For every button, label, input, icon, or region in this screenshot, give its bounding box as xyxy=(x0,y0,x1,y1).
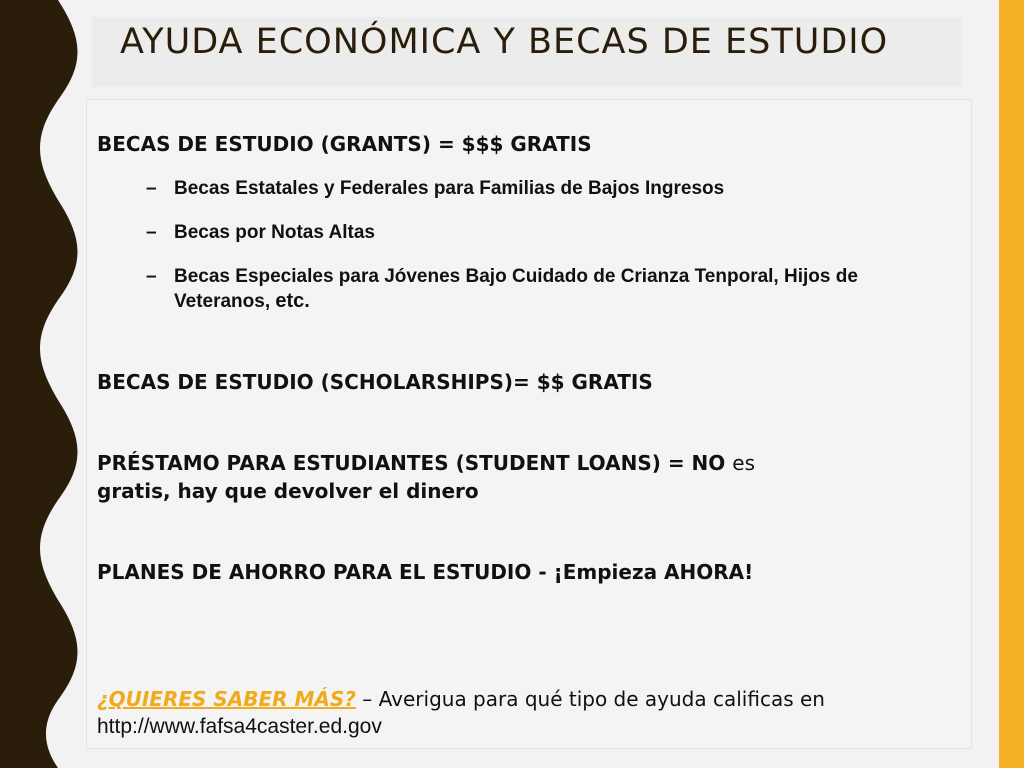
grants-item-3-main: Becas Especiales para Jóvenes Bajo Cuidado de Crianza Tenporal, Hijos de Veteranos, xyxy=(174,266,858,312)
dash: – xyxy=(146,266,157,287)
right-accent-stripe xyxy=(999,0,1024,768)
slide-title: AYUDA ECONÓMICA Y BECAS DE ESTUDIO xyxy=(120,22,889,62)
grants-item-1 xyxy=(146,176,724,201)
grants-item-1-text: Becas Estatales y Federales para Familias de Bajos Ingresos xyxy=(174,178,725,199)
left-wave-decoration xyxy=(0,0,80,768)
quieres-saber-mas-link[interactable]: ¿QUIERES SABER MÁS? xyxy=(97,687,356,711)
footer-description: – Averigua para qué tipo de ayuda calificas en xyxy=(355,687,825,711)
loans-heading-main: PRÉSTAMO PARA ESTUDIANTES (STUDENT LOANS) = NO xyxy=(97,451,733,475)
grants-item-3-text xyxy=(174,264,956,314)
dash: – xyxy=(146,222,157,243)
dash: – xyxy=(146,178,157,199)
savings-heading: PLANES DE AHORRO PARA EL ESTUDIO - ¡Empieza AHORA! xyxy=(97,560,754,584)
loans-line-2: gratis, hay que devolver el dinero xyxy=(97,479,479,503)
grants-heading: BECAS DE ESTUDIO (GRANTS) = $$$ GRATIS xyxy=(97,132,592,156)
fafsa-url[interactable]: http://www.fafsa4caster.ed.gov xyxy=(97,715,382,738)
scholarships-heading: BECAS DE ESTUDIO (SCHOLARSHIPS)= $$ GRATIS xyxy=(97,370,653,394)
etc-label: etc. xyxy=(275,290,310,312)
grants-item-2-text: Becas por Notas Altas xyxy=(174,222,375,243)
loans-heading xyxy=(97,450,755,477)
footer-text xyxy=(97,686,957,740)
loans-heading-es: es xyxy=(732,451,755,475)
grants-item-2 xyxy=(146,220,375,245)
grants-item-3 xyxy=(146,264,956,314)
